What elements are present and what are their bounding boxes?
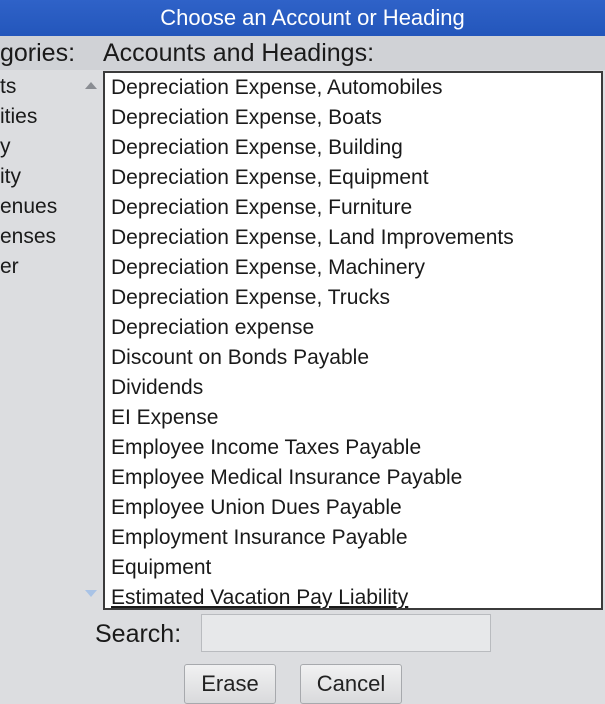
accounts-heading: Accounts and Headings:: [103, 39, 375, 67]
category-item[interactable]: enues: [0, 195, 58, 218]
account-item[interactable]: Equipment: [111, 556, 212, 579]
cancel-button[interactable]: Cancel: [300, 664, 402, 704]
account-item[interactable]: Depreciation Expense, Automobiles: [111, 76, 443, 99]
category-item[interactable]: enses: [0, 225, 57, 248]
account-item[interactable]: Depreciation Expense, Equipment: [111, 166, 429, 189]
category-item[interactable]: y: [0, 135, 11, 158]
category-item[interactable]: ts: [0, 75, 17, 98]
account-item[interactable]: Employee Medical Insurance Payable: [111, 466, 463, 489]
account-item[interactable]: Depreciation Expense, Trucks: [111, 286, 390, 309]
account-item[interactable]: Estimated Vacation Pay Liability: [111, 586, 409, 609]
search-label: Search:: [95, 620, 182, 648]
search-input[interactable]: [201, 614, 491, 652]
accounts-scrollbar[interactable]: [80, 72, 102, 612]
account-item[interactable]: Employee Union Dues Payable: [111, 496, 402, 519]
category-item[interactable]: ity: [0, 165, 21, 188]
account-item[interactable]: Depreciation Expense, Machinery: [111, 256, 425, 279]
dialog-title: Choose an Account or Heading: [160, 5, 465, 30]
account-item[interactable]: Discount on Bonds Payable: [111, 346, 369, 369]
accounts-listbox[interactable]: [103, 71, 603, 610]
account-item[interactable]: Employee Income Taxes Payable: [111, 436, 422, 459]
scroll-up-arrow-icon[interactable]: [85, 82, 97, 89]
account-item[interactable]: Depreciation Expense, Furniture: [111, 196, 413, 219]
account-item[interactable]: Depreciation Expense, Land Improvements: [111, 226, 514, 249]
scroll-down-arrow-icon[interactable]: [85, 590, 97, 597]
account-item[interactable]: Employment Insurance Payable: [111, 526, 408, 549]
account-item[interactable]: Dividends: [111, 376, 204, 399]
account-item[interactable]: EI Expense: [111, 406, 219, 429]
erase-button[interactable]: Erase: [184, 664, 276, 704]
dialog-titlebar: [0, 0, 605, 36]
account-item[interactable]: Depreciation expense: [111, 316, 315, 339]
categories-heading: gories:: [0, 39, 76, 67]
account-item[interactable]: Depreciation Expense, Boats: [111, 106, 382, 129]
category-item[interactable]: ities: [0, 105, 38, 128]
account-item[interactable]: Depreciation Expense, Building: [111, 136, 403, 159]
accounts-list: [105, 73, 601, 610]
category-item[interactable]: er: [0, 255, 19, 278]
